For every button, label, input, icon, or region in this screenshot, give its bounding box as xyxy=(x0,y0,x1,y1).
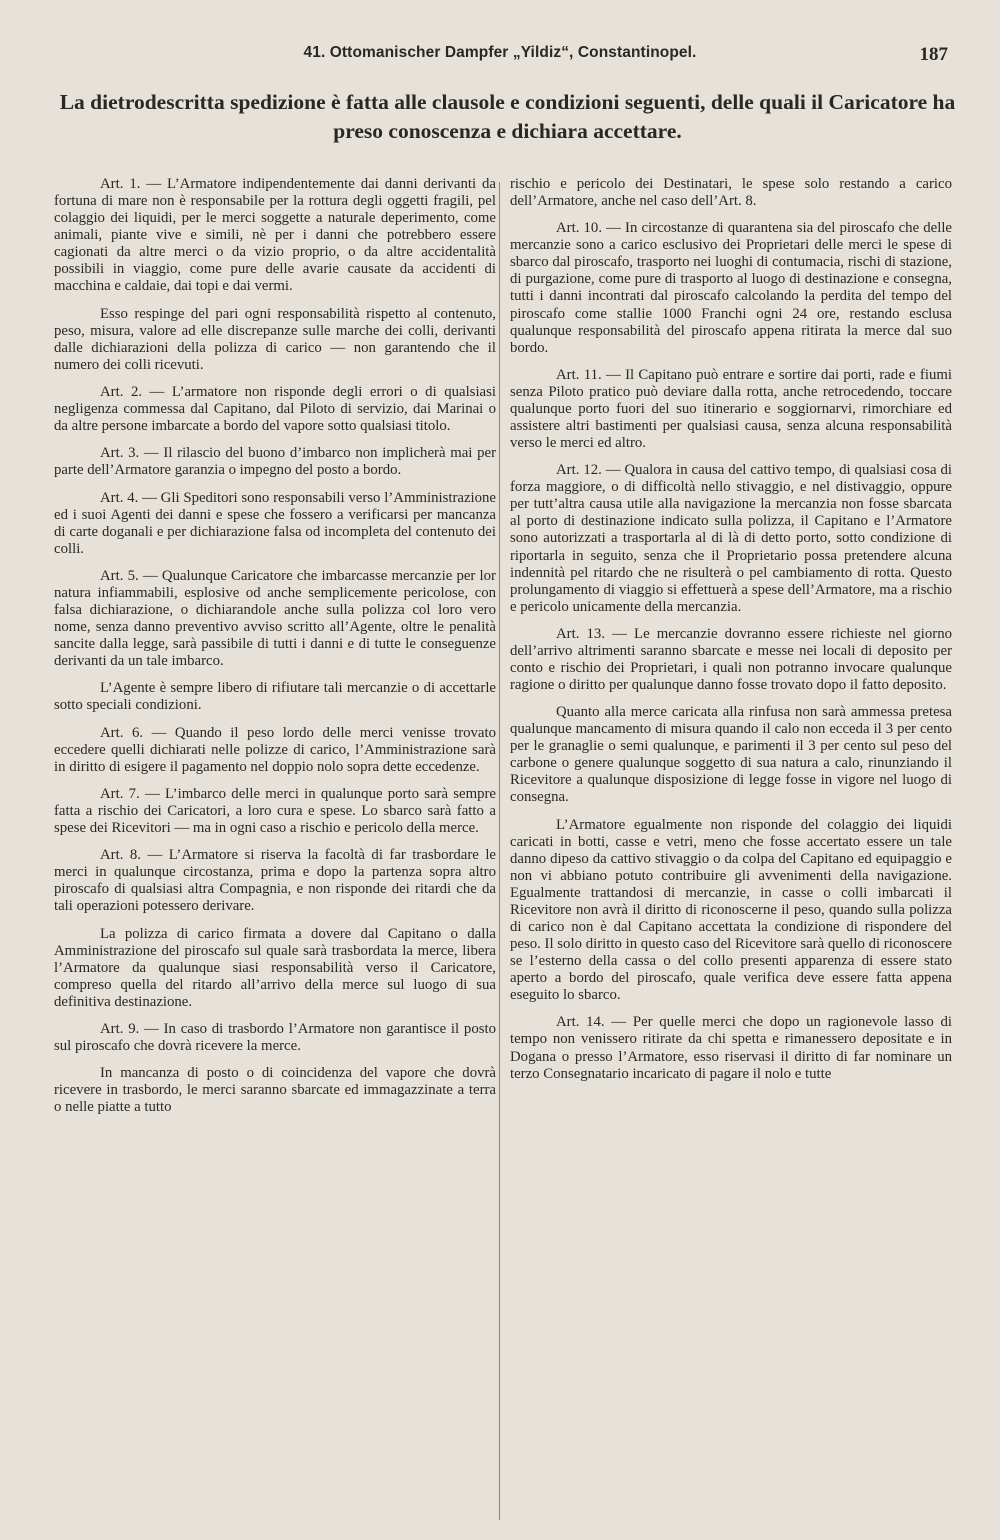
paragraph: Art. 3. — Il rilascio del buono d’imbarco non implicherà mai per parte dell’Armatore garanzia o impegno del posto a bordo. xyxy=(54,445,496,479)
paragraph: Art. 13. — Le mercanzie dovranno essere richieste nel giorno dell’arrivo altrimenti saranno sbarcate e messe nei locali di deposito per conto e rischio dei Proprietari, i quali non potranno invocare qualunque ragione o diritto per qualunque danno fosse trovato dopo il fatto deposito. xyxy=(510,625,952,694)
paragraph: Art. 12. — Qualora in causa del cattivo tempo, di qualsiasi cosa di forza maggiore, o di difficoltà nello stivaggio, e nel distivaggio, oppure per tutt’altra causa utile alla navigazione la mercanzia non fosse sbarcata al porto di destinazione indicato sulla polizza, il Capitano e l’Armatore sono autorizzati a trasportarla al di là di detto porto, sotto condizione di riportarla in seguito, senza che il Proprietario possa pretendere alcuna indennità pel ritardo che ne risulterà o pel cambiamento di rotta. Questo prolungamento di viaggio si effettuerà a spese dell’Armatore, ma a rischio e pericolo unicamente della mercanzia. xyxy=(510,462,952,615)
paragraph: Esso respinge del pari ogni responsabilità rispetto al contenuto, peso, misura, valore ad elle discrepanze sulle marche dei colli, derivanti dalle dichiarazioni della polizza di carico — non garantendo che il numero dei colli ricevuti. xyxy=(54,305,496,373)
paragraph: Art. 9. — In caso di trasbordo l’Armatore non garantisce il posto sul piroscafo che dovrà ricevere la merce. xyxy=(54,1021,496,1055)
paragraph: rischio e pericolo dei Destinatari, le spese solo restando a carico dell’Armatore, anche nel caso dell’Art. 8. xyxy=(510,176,952,210)
paragraph: L’Armatore egualmente non risponde del colaggio dei liquidi caricati in botti, casse e vetri, meno che fosse accertato essere un tale danno dipeso da cattivo stivaggio o da colpa del Capitano ed equipaggio e non vi abbiano potuto contribuire gli avvenimenti della navigazione. Egualmente trattandosi di mercanzie, in casse o colli imbarcati il Ricevitore non avrà il diritto di riconoscerne il peso, quando sulla polizza di carico non è dal Capitano accettata la condizione di rispondere del peso. Il solo diritto in questo caso del Ricevitore sarà quello di riconoscere se l’esterno della cassa o del collo presenti apparenza di essere stato aperto a bordo del piroscafo, quale verifica deve essere fatta appena eseguito lo sbarco. xyxy=(510,816,952,1004)
paragraph: L’Agente è sempre libero di rifiutare tali mercanzie o di accettarle sotto speciali condizioni. xyxy=(54,680,496,714)
left-column xyxy=(54,176,496,1127)
paragraph: Art. 11. — Il Capitano può entrare e sortire dai porti, rade e fiumi senza Piloto pratico può deviare dalla rotta, anche retrocedendo, toccare qualunque porto fuori del suo itinerario e soggiornarvi, rimorchiare ed assistere altri bastimenti per qualsiasi causa, senza alcuna responsabilità verso le merci ed altro. xyxy=(510,366,952,452)
page-number: 187 xyxy=(919,44,948,65)
paragraph: Quanto alla merce caricata alla rinfusa non sarà ammessa pretesa qualunque mancamento di misura quando il calo non ecceda il 3 per cento per le granaglie o semi qualunque, e parimenti il 3 per cento sul peso del carbone o genere qualunque soggetto di sua natura a calo, rinunziando il Ricevitore a qualunque disposizione di legge fosse in vigore nel luogo di consegna. xyxy=(510,704,952,806)
column-divider xyxy=(499,182,500,1520)
section-heading: La dietrodescritta spedizione è fatta alle clausole e condizioni seguenti, delle quali il Caricatore ha preso conoscenza e dichiara accettare. xyxy=(59,90,956,143)
paragraph: Art. 6. — Quando il peso lordo delle merci venisse trovato eccedere quelli dichiarati nelle polizze di carico, l’Amministrazione sarà in diritto di esigere il pagamento nel doppio nolo sopra dette eccedenze. xyxy=(54,724,496,775)
paragraph: Art. 1. — L’Armatore indipendentemente dai danni derivanti da fortuna di mare non è responsabile per la rottura degli oggetti fragili, pel colaggio dei liquidi, per le merci soggette a naturale deperimento, come animali, piante vive e simili, nè per i danni che potrebbero essere cagionati da altre merci o da vizio proprio, o da altre accidentalità possibili in viaggio, come pure delle avarie causate da accidenti di macchina e caldaie, dai topi e dai vermi. xyxy=(54,176,496,295)
paragraph: Art. 4. — Gli Speditori sono responsabili verso l’Amministrazione ed i suoi Agenti dei danni e spese che fossero a verificarsi per mancanza di carte doganali e per dichiarazione falsa od incompleta del contenuto dei colli. xyxy=(54,489,496,557)
paragraph: Art. 10. — In circostanze di quarantena sia del piroscafo che delle mercanzie sono a carico esclusivo dei Proprietari delle merci le spese di sbarco dal piroscafo, trasporto nei luoghi di contumacia, rischi di stazione, di purgazione, come pure di trasporto al luogo di destinazione e consegna, tutti i danni incontrati dal piroscafo calcolando la perdita del tempo del piroscafo come stallie 1000 Franchi ogni 24 ore, restando esclusa qualunque responsabilità del piroscafo appena ritirata la merce dal suo bordo. xyxy=(510,220,952,356)
running-title: 41. Ottomanischer Dampfer „Yildiz“, Constantinopel. xyxy=(303,44,697,61)
paragraph: Art. 8. — L’Armatore si riserva la facoltà di far trasbordare le merci in qualunque circostanza, prima e dopo la partenza sopra altro piroscafo di qualsiasi altra Compagnia, e non risponde dei ritardi che da tali operazioni potessero derivare. xyxy=(54,847,496,915)
right-column xyxy=(510,176,952,1093)
paragraph: La polizza di carico firmata a dovere dal Capitano o dalla Amministrazione del piroscafo sul quale sarà trasbordata la merce, libera l’Armatore da qualunque siasi responsabilità verso il Caricatore, compreso quella del ritardo all’arrivo della merce sul luogo di sua definitiva destinazione. xyxy=(54,925,496,1010)
paragraph: Art. 2. — L’armatore non risponde degli errori o di qualsiasi negligenza commessa dal Capitano, dal Piloto di servizio, dai Marinai o da altre persone imbarcate a bordo del vapore sotto qualsiasi titolo. xyxy=(54,383,496,434)
paragraph: Art. 14. — Per quelle merci che dopo un ragionevole lasso di tempo non venissero ritirate da chi spetta e rimanessero depositate e in Dogana o presso l’Armatore, esso riservasi il diritto di far nominare un terzo Consegnatario incaricato di pagare il nolo e tutte xyxy=(510,1014,952,1082)
paragraph: Art. 5. — Qualunque Caricatore che imbarcasse mercanzie per lor natura infiammabili, esplosive od anche semplicemente pericolose, con falsa dichiarazione, o dichiarandole anche sulla polizza col loro vero nome, senza danno preventivo avviso scritto all’Agente, oltre le penalità sancite dalla legge, sarà passibile di tutti i danni e di tutte le conseguenze derivanti da un tale imbarco. xyxy=(54,567,496,670)
paragraph: Art. 7. — L’imbarco delle merci in qualunque porto sarà sempre fatta a rischio dei Caricatori, a loro cura e spese. Lo sbarco sarà fatto a spese dei Ricevitori — ma in ogni caso a rischio e pericolo della merce. xyxy=(54,785,496,837)
paragraph: In mancanza di posto o di coincidenza del vapore che dovrà ricevere in trasbordo, le merci saranno sbarcate ed immagazzinate a terra o nelle piatte a tutto xyxy=(54,1065,496,1116)
